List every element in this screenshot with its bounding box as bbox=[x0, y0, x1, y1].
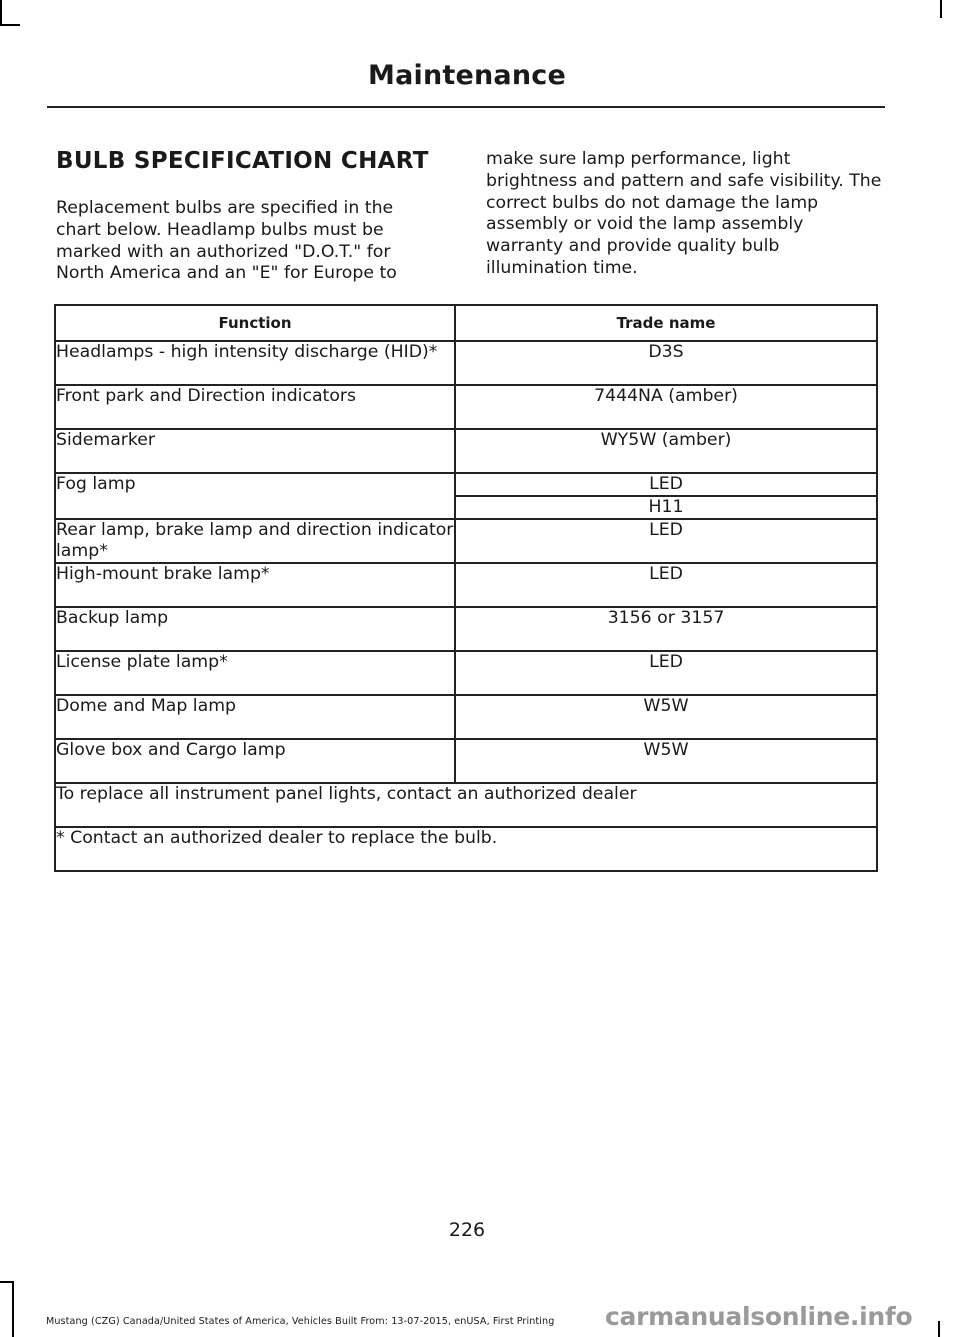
intro-text-left: Replacement bulbs are specified in the chart below. Headlamp bulbs must be marked with an authorized "D.O.T." for North America and an "E" for Europe to bbox=[56, 198, 397, 284]
trade-name-cell: 3156 or 3157 bbox=[455, 607, 877, 651]
page-number: 226 bbox=[448, 1219, 486, 1241]
table-row bbox=[55, 341, 877, 385]
table-row bbox=[55, 739, 877, 783]
function-cell: Headlamps - high intensity discharge (HID)* bbox=[55, 341, 455, 385]
trade-name-cell: LED bbox=[455, 563, 877, 607]
function-cell: Front park and Direction indicators bbox=[55, 385, 455, 429]
trade-name-cell: D3S bbox=[455, 341, 877, 385]
crop-mark bbox=[938, 1321, 940, 1337]
trade-name-cell: H11 bbox=[455, 496, 877, 519]
table-row bbox=[55, 473, 877, 496]
trade-name-cell: LED bbox=[455, 651, 877, 695]
table-row bbox=[55, 695, 877, 739]
table-note-row bbox=[55, 783, 877, 827]
trade-name-cell: WY5W (amber) bbox=[455, 429, 877, 473]
function-cell: Sidemarker bbox=[55, 429, 455, 473]
function-cell: Backup lamp bbox=[55, 607, 455, 651]
bulb-spec-table bbox=[54, 304, 878, 872]
function-cell: Glove box and Cargo lamp bbox=[55, 739, 455, 783]
trade-name-cell: LED bbox=[455, 473, 877, 496]
crop-mark bbox=[0, 1281, 12, 1283]
function-cell: License plate lamp* bbox=[55, 651, 455, 695]
section-heading: BULB SPECIFICATION CHART bbox=[56, 148, 429, 174]
crop-mark bbox=[0, 24, 20, 26]
table-note-row bbox=[55, 827, 877, 871]
watermark: carmanualsonline.info bbox=[605, 1302, 913, 1331]
table-row bbox=[55, 607, 877, 651]
table-row bbox=[55, 429, 877, 473]
edition-footer: Mustang (CZG) Canada/United States of America, Vehicles Built From: 13-07-2015, enUSA, First Printing bbox=[46, 1316, 555, 1327]
trade-name-cell: 7444NA (amber) bbox=[455, 385, 877, 429]
page-title: Maintenance bbox=[368, 60, 566, 91]
header-function: Function bbox=[55, 305, 455, 341]
function-cell: Fog lamp bbox=[55, 473, 455, 519]
table-row bbox=[55, 651, 877, 695]
table-row bbox=[55, 519, 877, 563]
function-cell: Rear lamp, brake lamp and direction indicator lamp* bbox=[56, 520, 454, 561]
header-trade-name: Trade name bbox=[455, 305, 877, 341]
table-header-row bbox=[55, 305, 877, 341]
intro-text-right: make sure lamp performance, light brightness and pattern and safe visibility. The correct bulbs do not damage the lamp assembly or void the lamp assembly warranty and provide quality bulb illumination time. bbox=[486, 149, 882, 278]
function-cell: Dome and Map lamp bbox=[55, 695, 455, 739]
trade-name-cell: LED bbox=[455, 519, 877, 563]
function-cell: High-mount brake lamp* bbox=[55, 563, 455, 607]
crop-mark bbox=[0, 0, 2, 24]
crop-mark bbox=[12, 1281, 14, 1337]
table-note: To replace all instrument panel lights, contact an authorized dealer bbox=[55, 783, 877, 827]
table-row bbox=[55, 563, 877, 607]
trade-name-cell: W5W bbox=[455, 695, 877, 739]
table-row bbox=[55, 385, 877, 429]
trade-name-cell: W5W bbox=[455, 739, 877, 783]
crop-mark bbox=[940, 0, 942, 18]
title-divider bbox=[47, 106, 885, 108]
table-note: * Contact an authorized dealer to replace the bulb. bbox=[55, 827, 877, 871]
